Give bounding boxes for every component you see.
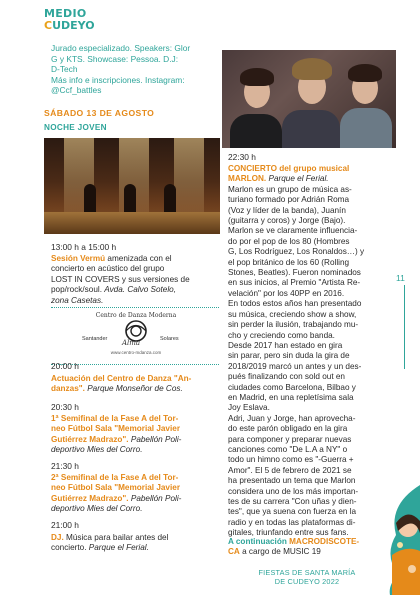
marlon-body-line: canciones como "De L.A a NY" o: [228, 444, 348, 454]
event-2-text: [51, 374, 223, 395]
footer-line: DE CUDEYO 2022: [274, 576, 340, 586]
event-5-title: DJ.: [51, 533, 64, 542]
band-photo: [222, 50, 396, 148]
marlon-body-line: para componer y preparar nuevas: [228, 434, 352, 444]
event-1-line: pop/rock/soul.: [51, 285, 105, 295]
marlon-place: Parque el Ferial.: [266, 174, 329, 184]
event-1-text: [51, 254, 221, 306]
marlon-body-line: Desde 2017 han estado en gira: [228, 340, 343, 350]
marlon-body-line: Adri, Juan y Jorge, han aprovecha-: [228, 413, 356, 423]
event-4-time: 21:30 h: [51, 461, 79, 471]
event-5-text: [51, 533, 223, 554]
marlon-body-line: velación" por los 40PP en 2016.: [228, 288, 345, 298]
marlon-body-line: Amor". El 5 de febrero de 2021 se: [228, 465, 352, 475]
event-2-time: 20:00 h: [51, 361, 79, 371]
event-3-title: Gutiérrez Madrazo".: [51, 434, 129, 444]
event-2-title: Actuación del Centro de Danza "An-: [51, 374, 192, 383]
marlon-body-line: sin perder la ilusión, trabajando mu-: [228, 320, 359, 330]
event-3-place: Pabellón Poli-: [128, 434, 182, 444]
marlon-body-line: pués finalizando con sold out en: [228, 372, 345, 382]
marlon-body-line: radio y en todas las plataformas di-: [228, 517, 356, 527]
page-number: 11: [396, 273, 405, 283]
marlon-body-line: tes", que ya suena con fuerza en la: [228, 507, 357, 517]
marlon-body-line: todo un himno como es "-Guerra +: [228, 455, 354, 465]
event-3-time: 20:30 h: [51, 402, 79, 412]
event-1-title: Sesión Vermú: [51, 254, 106, 263]
marlon-body-line: en sus inicios, al Premio "Artista Re-: [228, 278, 361, 288]
footer-line: FIESTAS DE SANTA MARÍA: [258, 568, 356, 577]
dotted-divider: [51, 307, 219, 308]
marlon-body-line: turiano formado por Adrián Roma: [228, 195, 350, 205]
footer: [232, 569, 382, 586]
intro-line: Jurado especializado. Speakers: Glor: [51, 43, 191, 53]
marlon-body: [228, 185, 396, 539]
marlon-body-line: sin parar, pero sin duda la gira de: [228, 351, 350, 361]
school-web: www.centro-mdanza.com: [110, 350, 162, 355]
school-signature: Alma: [122, 339, 141, 347]
marlon-body-line: (Voz y líder de la banda), Juanín: [228, 205, 346, 215]
school-name: Centro de Danza Moderna: [95, 312, 177, 319]
marlon-body-line: gitales, triunfando entre sus fans.: [228, 528, 349, 538]
event-3-title: 1ª Semifinal de la Fase A del Tor-: [51, 414, 179, 423]
macrodiscoteca-dj: a cargo de MUSIC 19: [239, 547, 321, 557]
marlon-body-line: en Madrid, en una repletísima sala: [228, 392, 354, 402]
intro-line: Más info e inscripciones. Instagram:: [51, 74, 185, 85]
event-1-line: concierto en acústico del grupo: [51, 264, 165, 274]
marlon-time: 22:30 h: [228, 152, 256, 162]
continuation-text: [228, 537, 398, 558]
date-heading: SÁBADO 13 DE AGOSTO: [44, 108, 155, 118]
event-4-text: [51, 473, 223, 515]
marlon-body-line: En todos estos años han presentado: [228, 299, 362, 309]
marlon-body-line: G, Los Rodríguez, Los Ronaldos…) y: [228, 247, 365, 257]
dance-school-logo: [76, 312, 196, 360]
marlon-body-line: su música, creciendo show a show,: [228, 309, 357, 319]
medio-cudeyo-logo: [44, 8, 134, 32]
corner-illustration: [378, 485, 420, 595]
school-right: Solares: [160, 336, 179, 342]
event-1-time: 13:00 h a 15:00 h: [51, 242, 117, 252]
section-heading: NOCHE JOVEN: [44, 123, 107, 132]
event-4-title: neo Fútbol Sala "Memorial Javier: [51, 483, 181, 493]
event-1-line: LOST IN COVERS y sus versiones de: [51, 274, 190, 284]
intro-text: [51, 43, 219, 96]
marlon-body-line: (guitarra y coros) y Jorge (Bajo).: [228, 216, 346, 226]
event-1-place: Avda. Calvo Sotelo,: [104, 285, 177, 295]
marlon-title: CONCIERTO del grupo musical: [228, 164, 350, 173]
marlon-body-line: Stones, Beatles). Fueron nominados: [228, 268, 361, 278]
marlon-body-line: tes de su carrera "Con uñas y dien-: [228, 497, 357, 506]
event-2-title-end: danzas".: [51, 384, 85, 394]
event-1-line: amenizada con el: [105, 254, 172, 263]
marlon-body-line: cho y creciendo como banda.: [228, 330, 335, 340]
marlon-body-line: considera uno de los más importan-: [228, 486, 359, 496]
page-side-rule: [404, 285, 405, 369]
logo-line-2: [44, 20, 134, 32]
marlon-body-line: Marlon se ve claramente influencia-: [228, 226, 358, 236]
event-3-place: deportivo Mies del Corro.: [51, 445, 143, 455]
event-5-place: Parque el Ferial.: [88, 543, 149, 553]
event-5-time: 21:00 h: [51, 520, 79, 530]
event-3-text: [51, 414, 223, 456]
event-4-title: Gutiérrez Madrazo".: [51, 493, 129, 503]
marlon-body-line: do por el pop de los 80 (Hombres: [228, 236, 350, 246]
marlon-body-line: ciudades como Barcelona, Bilbao y: [228, 382, 356, 392]
macrodiscoteca-title-end: CA: [228, 547, 240, 557]
marlon-body-line: do este parón obligado en la gira: [228, 424, 348, 434]
marlon-body-line: el pop británico de los 60 (Rolling: [228, 257, 350, 267]
logo-line-1: MEDIO: [44, 7, 87, 20]
event-1-place-end: zona Casetas.: [51, 295, 104, 305]
event-4-place: Pabellón Poli-: [128, 493, 182, 503]
marlon-text: [228, 164, 396, 539]
event-3-title: neo Fútbol Sala "Memorial Javier: [51, 424, 181, 434]
event-5-line: concierto.: [51, 543, 89, 553]
event-4-title: 2ª Semifinal de la Fase A del Tor-: [51, 473, 179, 482]
marlon-body-line: Joy Eslava.: [228, 403, 270, 413]
school-left: Santander: [82, 336, 108, 342]
macrodiscoteca-title: MACRODISCOTE-: [286, 537, 360, 546]
intro-line: D-Tech: [51, 64, 78, 75]
logo-c-letter: C: [44, 19, 53, 32]
intro-line: G y KTS. Showcase: Pessoa. D.J:: [51, 53, 179, 64]
intro-line: @Ccf_battles: [51, 85, 102, 96]
event-5-line: Música para bailar antes del: [63, 533, 169, 542]
continuation-label: A continuación: [228, 537, 287, 546]
marlon-body-line: ha presentado un tema que Marlon: [228, 476, 356, 486]
concert-photo: [44, 138, 220, 234]
logo-rest: UDEYO: [52, 19, 95, 32]
marlon-body-line: 2018/2019 marcó un antes y un des-: [228, 361, 362, 371]
event-2-place: Parque Monseñor de Cos.: [84, 384, 183, 394]
marlon-body-line: Marlon es un grupo de música as-: [228, 184, 352, 194]
marlon-title-name: MARLON.: [228, 174, 267, 184]
event-4-place: deportivo Mies del Corro.: [51, 504, 143, 514]
